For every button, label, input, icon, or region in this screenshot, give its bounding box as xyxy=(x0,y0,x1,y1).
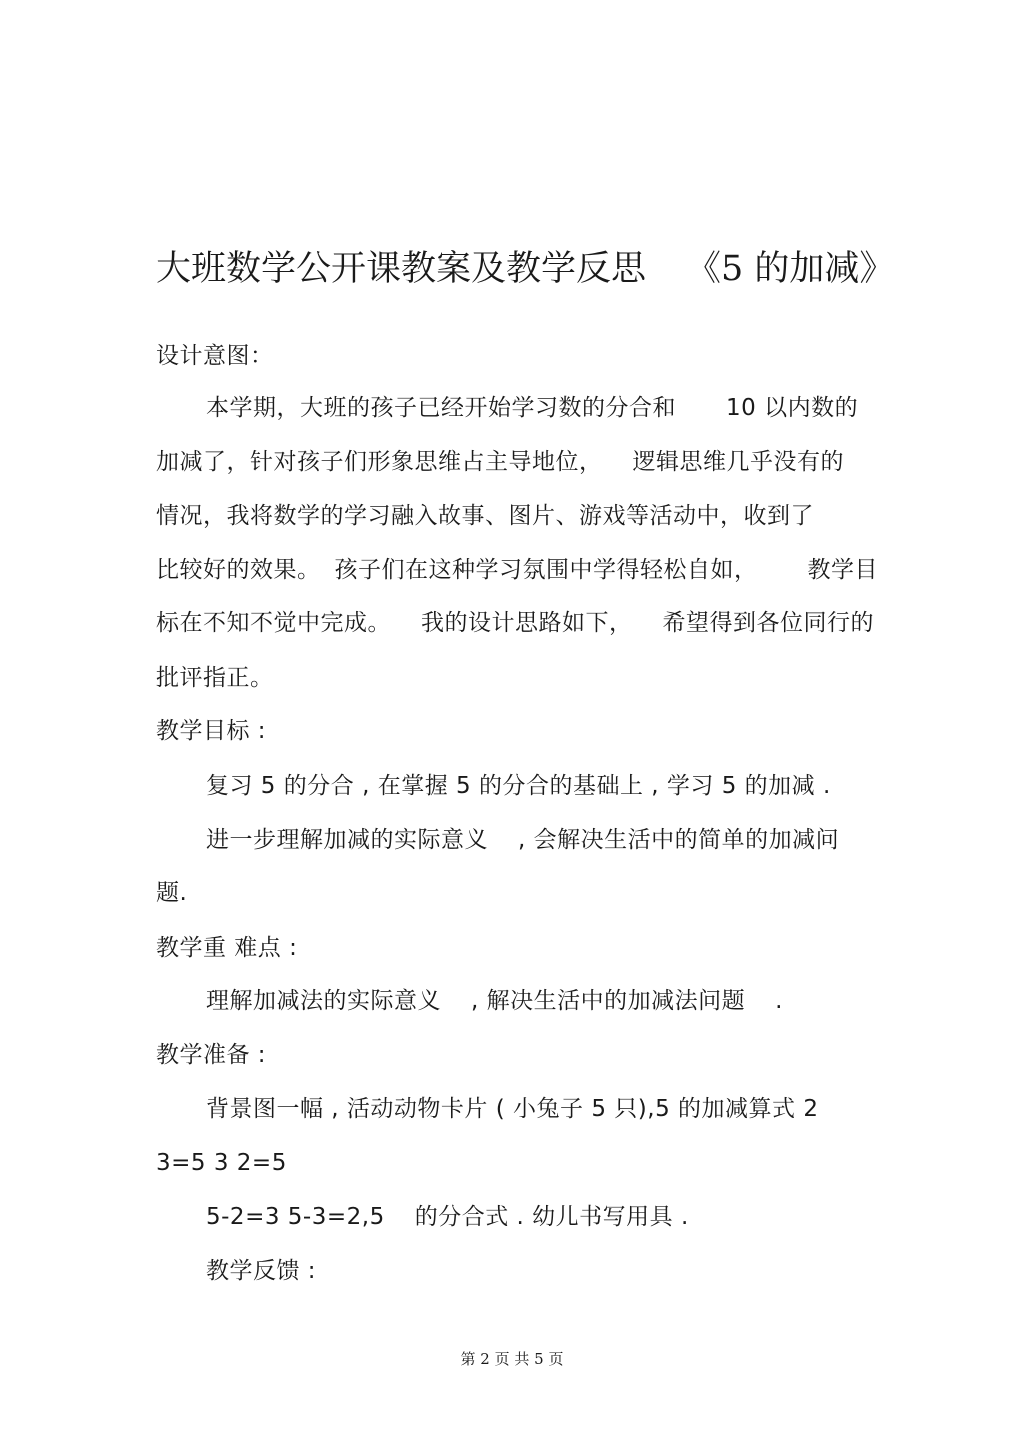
paragraph-line: 背景图一幅 , 活动动物卡片 ( 小兔子 5 只),5 的加减算式 2 xyxy=(206,1096,819,1122)
key-points-heading: 教学重 难点 : xyxy=(156,935,298,961)
design-intent-heading: 设计意图： xyxy=(156,343,274,369)
paragraph-line: 情况，我将数学的学习融入故事、图片、游戏等活动中，收到了 xyxy=(156,503,814,529)
preparation-heading: 教学准备 : xyxy=(156,1042,267,1068)
title-main: 大班数学公开课教案及教学反思 xyxy=(156,249,647,289)
paragraph-line: 3=5 3 2=5 xyxy=(156,1150,287,1176)
paragraph-line: 比较好的效果。 孩子们在这种学习氛围中学得轻松自如， 教学目 xyxy=(156,557,878,583)
paragraph-line: 复习 5 的分合 , 在掌握 5 的分合的基础上 , 学习 5 的加减 . xyxy=(206,773,831,799)
document-title xyxy=(156,244,894,294)
page-number-footer: 第 2 页 共 5 页 xyxy=(460,1350,564,1368)
paragraph-line: 题. xyxy=(156,880,188,906)
paragraph-line: 加减了，针对孩子们形象思维占主导地位， 逻辑思维几乎没有的 xyxy=(156,449,844,475)
goals-heading: 教学目标 : xyxy=(156,718,267,744)
title-sub: 《5 的加减》 xyxy=(686,249,895,289)
paragraph-line: 5-2=3 5-3=2,5 的分合式 . 幼儿书写用具 . xyxy=(206,1204,689,1230)
paragraph-line: 标在不知不觉中完成。 我的设计思路如下， 希望得到各位同行的 xyxy=(156,610,874,636)
paragraph-line: 进一步理解加减的实际意义 , 会解决生活中的简单的加减问 xyxy=(206,827,840,853)
paragraph-line: 本学期，大班的孩子已经开始学习数的分合和 10 以内数的 xyxy=(206,395,859,421)
paragraph-line: 批评指正。 xyxy=(156,665,274,691)
feedback-heading: 教学反馈 : xyxy=(206,1258,317,1284)
paragraph-line: 理解加减法的实际意义 , 解决生活中的加减法问题 . xyxy=(206,988,783,1014)
